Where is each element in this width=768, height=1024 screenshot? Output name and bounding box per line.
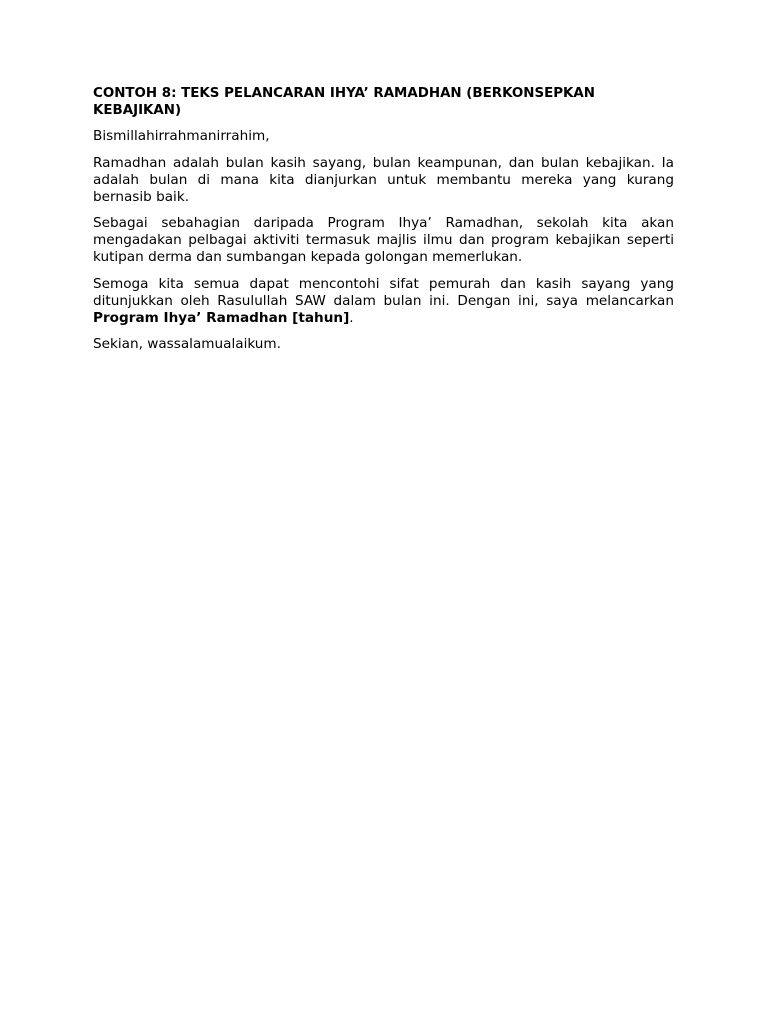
paragraph-program-activities: Sebagai sebahagian daripada Program Ihya’ Ramadhan, sekolah kita akan mengadakan pelbagai aktiviti termasuk majlis ilmu dan program kebajikan seperti kutipan derma dan sumbangan kepada golongan memerlukan. [93, 215, 674, 265]
launch-text: Semoga kita semua dapat mencontohi sifat pemurah dan kasih sayang yang ditunjukkan oleh Rasulullah SAW dalam bulan ini. Dengan ini, saya melancarkan [93, 275, 674, 309]
program-name-bold: Program Ihya’ Ramadhan [tahun] [93, 309, 350, 326]
document-page [93, 86, 674, 363]
closing-paragraph: Sekian, wassalamualaikum. [93, 336, 281, 352]
paragraph-ramadhan-intro: Ramadhan adalah bulan kasih sayang, bulan keampunan, dan bulan kebajikan. Ia adalah bulan di mana kita dianjurkan untuk membantu mereka yang kurang bernasib baik. [93, 154, 674, 205]
launch-period: . [349, 309, 354, 326]
greeting-paragraph: Bismillahirrahmanirrahim, [93, 128, 270, 144]
paragraph-launch [93, 276, 674, 327]
document-title: CONTOH 8: TEKS PELANCARAN IHYA’ RAMADHAN (BERKONSEPKAN KEBAJIKAN) [93, 86, 596, 118]
